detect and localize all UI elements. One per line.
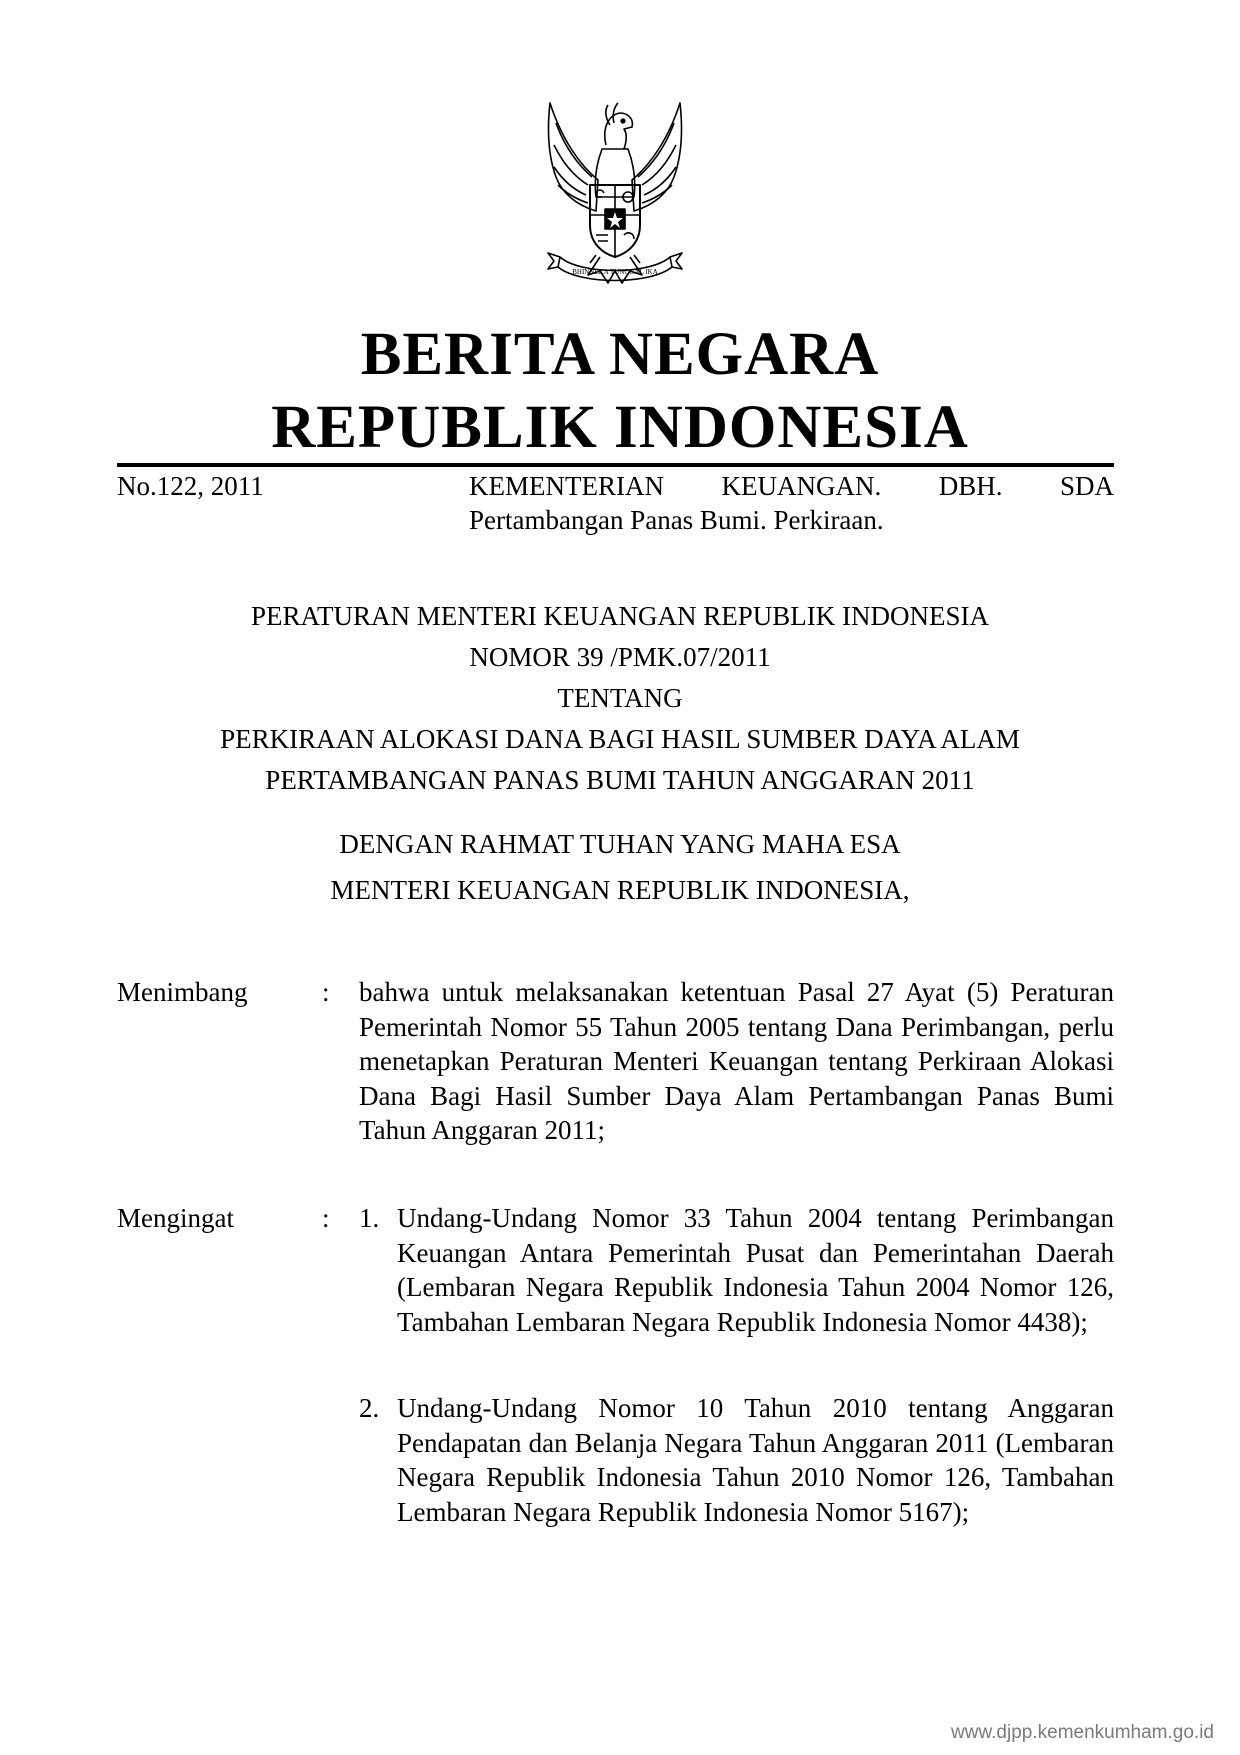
garuda-emblem-icon xyxy=(510,85,720,295)
masthead-title-line1: BERITA NEGARA xyxy=(360,321,880,388)
gazette-subject-line1 xyxy=(469,469,1114,503)
masthead-title-line2: REPUBLIK INDONESIA xyxy=(271,394,969,461)
subject-word: DBH. xyxy=(938,471,1003,501)
regulation-tentang: TENTANG xyxy=(557,683,683,713)
mengingat-item-text: Undang-Undang Nomor 10 Tahun 2010 tentang Anggaran Pendapatan dan Belanja Negara Tahun Anggaran 2011 (Lembaran Negara Republik Indonesia Tahun 2010 Nomor 126, Tambahan Lembaran Negara Republik Indonesia Nomor 5167); xyxy=(397,1393,1114,1527)
mengingat-item-number: 1. xyxy=(359,1203,380,1233)
gazette-subject xyxy=(469,469,1114,537)
subject-word: KEMENTERIAN xyxy=(469,471,664,501)
gazette-number: No.122, 2011 xyxy=(117,471,264,501)
menimbang-label: Menimbang xyxy=(117,977,248,1007)
mengingat-label: Mengingat xyxy=(117,1203,234,1233)
mengingat-item-text: Undang-Undang Nomor 33 Tahun 2004 tentang Perimbangan Keuangan Antara Pemerintah Pusat dan Pemerintahan Daerah (Lembaran Negara Republik Indonesia Tahun 2004 Nomor 126, Tambahan Lembaran Negara Republik Indonesia Nomor 4438); xyxy=(397,1203,1114,1337)
regulation-subject-line2: PERTAMBANGAN PANAS BUMI TAHUN ANGGARAN 2011 xyxy=(265,765,975,795)
emblem-motto: BHINNEKA TUNGGAL IKA xyxy=(572,268,658,276)
masthead-divider xyxy=(117,463,1114,467)
regulation-subject-line1: PERKIRAAN ALOKASI DANA BAGI HASIL SUMBER DAYA ALAM xyxy=(220,724,1020,754)
subject-word: KEUANGAN. xyxy=(721,471,882,501)
mengingat-item-number: 2. xyxy=(359,1393,380,1423)
mengingat-colon: : xyxy=(322,1203,330,1233)
regulation-number: NOMOR 39 /PMK.07/2011 xyxy=(469,642,771,672)
subject-word: SDA xyxy=(1059,471,1114,501)
gazette-subject-line2: Pertambangan Panas Bumi. Perkiraan. xyxy=(469,505,884,535)
regulation-title-line1: PERATURAN MENTERI KEUANGAN REPUBLIK INDONESIA xyxy=(251,601,989,631)
garuda-pancasila-emblem xyxy=(510,85,720,295)
footer-url: www.djpp.kemenkumham.go.id xyxy=(951,1722,1214,1743)
menimbang-colon: : xyxy=(322,977,330,1007)
menimbang-text: bahwa untuk melaksanakan ketentuan Pasal 27 Ayat (5) Peraturan Pemerintah Nomor 55 Tahun 2005 tentang Dana Perimbangan, perlu menetapkan Peraturan Menteri Keuangan tentang Perkiraan Alokasi Dana Bagi Hasil Sumber Daya Alam Pertambangan Panas Bumi Tahun Anggaran 2011; xyxy=(359,977,1114,1146)
preamble-line1: DENGAN RAHMAT TUHAN YANG MAHA ESA xyxy=(339,829,901,859)
preamble-line2: MENTERI KEUANGAN REPUBLIK INDONESIA, xyxy=(330,875,910,905)
